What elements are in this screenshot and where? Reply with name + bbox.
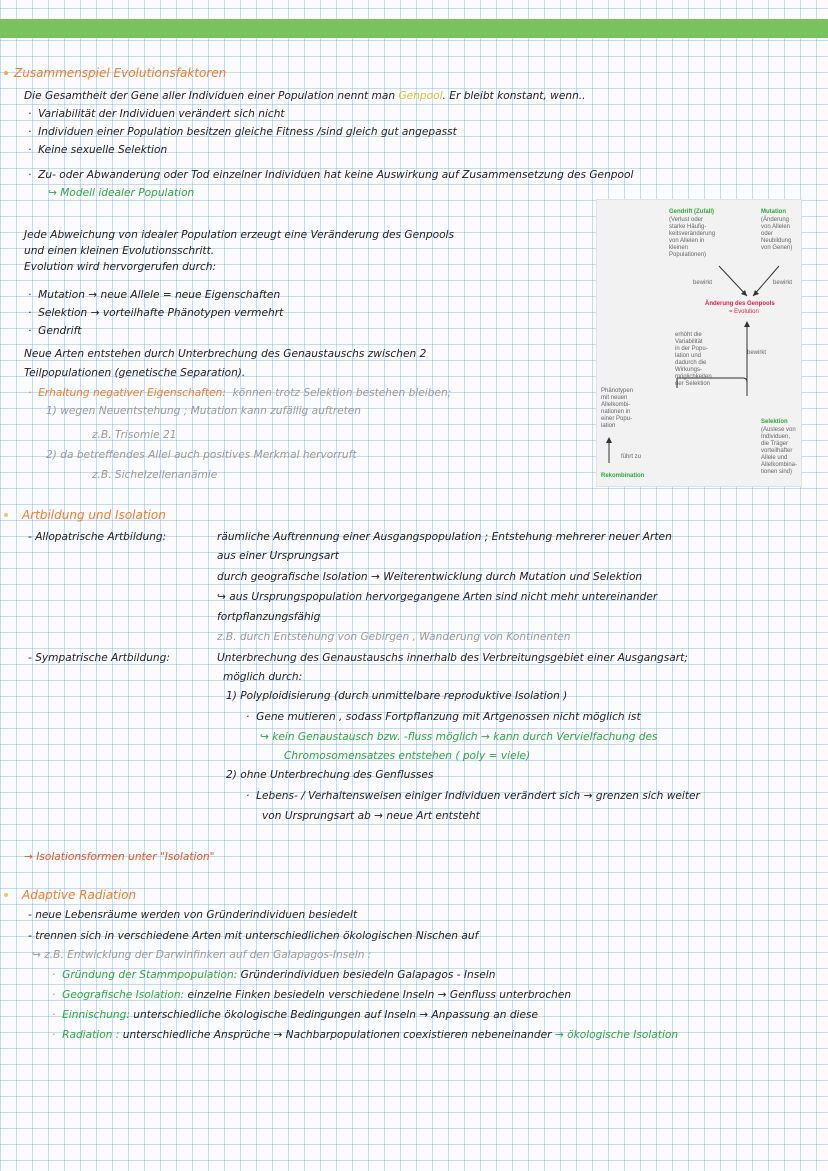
negative-item: 2) da betreffendes Allel auch positives Merkmal hervorruft [46,449,357,461]
variability-text: Wirkungs- [675,367,703,373]
evolution-factors-diagram [596,199,802,487]
mutation-desc: oder [761,231,774,237]
selektion-desc: tionen sind) [761,469,793,475]
selektion-desc: Allele und [761,455,788,461]
negative-example: z.B. Sichelzellenanämie [92,469,218,481]
sympatric-label: - Sympatrische Artbildung: [28,652,170,664]
sympatric-text: Unterbrechung des Genaustauschs innerhalb des Verbreitungsgebiet einer Ausgangsart; [217,652,688,664]
gendrift-title: Gendrift (Zufall) [669,209,714,215]
phenotypes-text: lation [601,423,616,429]
allopatric-example: z.B. durch Entstehung von Gebirgen , Wanderung von Kontinenten [217,631,571,643]
darwin-finches-example: ↪ z.B. Entwicklung der Darwinfinken auf den Galapagos-Inseln : [32,949,372,961]
selektion-title: Selektion [761,419,788,425]
rekombination-label: Rekombination [601,473,645,479]
section-bullet [4,513,8,517]
radiation-step: · Radiation : unterschiedliche Ansprüche → Nachbarpopulationen coexistieren nebeneinander → ökologische Isolation [52,1029,679,1041]
top-header-bar [0,19,828,38]
bewirkt-label: bewirkt [693,280,713,286]
no-interruption-detail: von Ursprungsart ab → neue Art entsteht [262,810,480,822]
allopatric-text: aus einer Ursprungsart [217,550,339,562]
radiation-line: - neue Lebensräume werden von Gründerindividuen besiedelt [28,909,358,921]
selektion-desc: (Auslese von [761,427,796,433]
variability-text: in der Popu- [675,346,708,352]
radiation-step: · Geografische Isolation: einzelne Finken besiedeln verschiedene Inseln → Genfluss unterbrochen [52,989,572,1001]
section3-title: Adaptive Radiation [22,888,137,902]
gendrift-desc: keitsveränderung [669,231,716,237]
mutation-desc: (Änderung [761,217,790,223]
new-species-line-2: Teilpopulationen (genetische Separation). [24,367,246,379]
gendrift-desc: Populationen) [669,252,707,258]
polyploidization-green: ↪ kein Genaustausch bzw. -fluss möglich → kann durch Vervielfachung des [260,731,658,743]
phenotypes-text: Allelkombi- [601,402,631,408]
intro-text-a: Die Gesamtheit der Gene aller Individuen einer Population nennt man [24,90,396,102]
selektion-desc: die Träger [761,441,789,447]
mutation-title: Mutation [761,209,786,215]
allopatric-text: durch geografische Isolation → Weiterentwicklung durch Mutation und Selektion [217,571,643,583]
cause-item: · Selektion → vorteilhafte Phänotypen vermehrt [28,307,284,319]
isolation-reference: → Isolationsformen unter "Isolation" [24,851,215,863]
negative-traits-title: Erhaltung negativer Eigenschaften: [38,387,226,399]
gendrift-desc: starke Häufig- [669,224,707,230]
bewirkt-label: bewirkt [773,280,793,286]
allopatric-text: fortpflanzungsfähig [217,611,321,623]
radiation-line: - trennen sich in verschiedene Arten mit unterschiedlichen ökologischen Nischen auf [28,930,479,942]
polyploidization-detail: · Gene mutieren , sodass Fortpflanzung mit Artgenossen nicht möglich ist [246,711,641,723]
variability-text: möglichkeiten [675,374,712,380]
sympatric-text: möglich durch: [223,671,303,683]
cause-item: · Gendrift [28,325,82,337]
gendrift-desc: von Allelen in [669,238,705,244]
section-bullet [4,71,8,75]
gendrift-desc: (Verlust oder [669,217,704,223]
phenotypes-text: mit neuen [601,395,628,401]
allopatric-text: räumliche Auftrennung einer Ausgangspopulation ; Entstehung mehrerer neuer Arten [217,531,672,543]
no-interruption-detail: · Lebens- / Verhaltensweisen einiger Individuen verändert sich → grenzen sich weiter [246,790,700,802]
condition-item: · Keine sexuelle Selektion [28,144,168,156]
selektion-desc: vorteilhafter [761,448,793,454]
genpool-term: Genpool [398,90,443,102]
new-species-line-1: Neue Arten entstehen durch Unterbrechung des Genaustauschs zwischen 2 [24,348,427,360]
mutation-desc: von Allelen [761,224,791,230]
bewirkt-label: bewirkt [747,350,767,356]
selektion-desc: Individuen, [761,434,791,440]
variability-text: Variabilität [675,339,703,345]
header-dash [794,35,800,37]
variability-text: dadurch die [675,360,707,366]
gendrift-desc: kleinen [669,245,689,251]
allopatric-label: - Allopatrische Artbildung: [28,531,167,543]
radiation-step: · Einnischung: unterschiedliche ökologische Bedingungen auf Inseln → Anpassung an diese [52,1009,539,1021]
mutation-desc: von Genen) [761,245,793,251]
negative-traits-text: können trotz Selektion bestehen bleiben; [232,387,452,399]
variability-text: erhöht die [675,332,702,338]
cause-item: · Mutation → neue Allele = neue Eigenschaften [28,289,281,301]
mutation-desc: Neubildung [761,238,792,244]
polyploidization-green: Chromosomensatzes entstehen ( poly = viele) [284,750,531,762]
condition-item: · Zu- oder Abwanderung oder Tod einzelner Individuen hat keine Auswirkung auf Zusammensetzung des Genpool [28,169,634,181]
evolution-caused-by: Evolution wird hervorgerufen durch: [24,261,217,273]
variability-text: lation und [675,353,702,359]
genpool-change-sub: = Evolution [729,309,759,315]
ideal-population-model: ↪ Modell idealer Population [48,187,195,199]
phenotypes-text: einer Popu- [601,416,633,422]
section-bullet [4,893,8,897]
deviation-line-1: Jede Abweichung von idealer Population erzeugt eine Veränderung des Genpools [24,229,455,241]
fuehrt-zu-label: führt zu [621,454,642,460]
condition-item: · Variabilität der Individuen verändert sich nicht [28,108,285,120]
intro-text-b: . Er bleibt konstant, wenn.. [442,90,586,102]
negative-item: 1) wegen Neuentstehung ; Mutation kann zufällig auftreten [46,405,361,417]
variability-text: der Selektion [675,381,711,387]
phenotypes-text: nationen in [601,409,631,415]
section1-title: Zusammenspiel Evolutionsfaktoren [14,66,227,80]
negative-traits: · Erhaltung negativer Eigenschaften: können trotz Selektion bestehen bleiben; [28,387,452,399]
genpool-definition [24,89,586,103]
radiation-step: · Gründung der Stammpopulation: Gründerindividuen besiedeln Galapagos - Inseln [52,969,496,981]
phenotypes-text: Phänotypen [601,388,634,394]
condition-item: · Individuen einer Population besitzen gleiche Fitness /sind gleich gut angepasst [28,126,457,138]
negative-example: z.B. Trisomie 21 [92,429,177,441]
polyploidization: 1) Polyploidisierung (durch unmittelbare reproduktive Isolation ) [226,690,568,702]
allopatric-text: ↪ aus Ursprungspopulation hervorgegangene Arten sind nicht mehr untereinander [217,591,658,603]
deviation-line-2: und einen kleinen Evolutionsschritt. [24,245,215,257]
genpool-change-title: Änderung des Genpools [705,301,775,307]
no-interruption: 2) ohne Unterbrechung des Genflusses [226,769,434,781]
section2-title: Artbildung und Isolation [22,508,166,522]
selektion-desc: Allelkombina- [761,462,798,468]
